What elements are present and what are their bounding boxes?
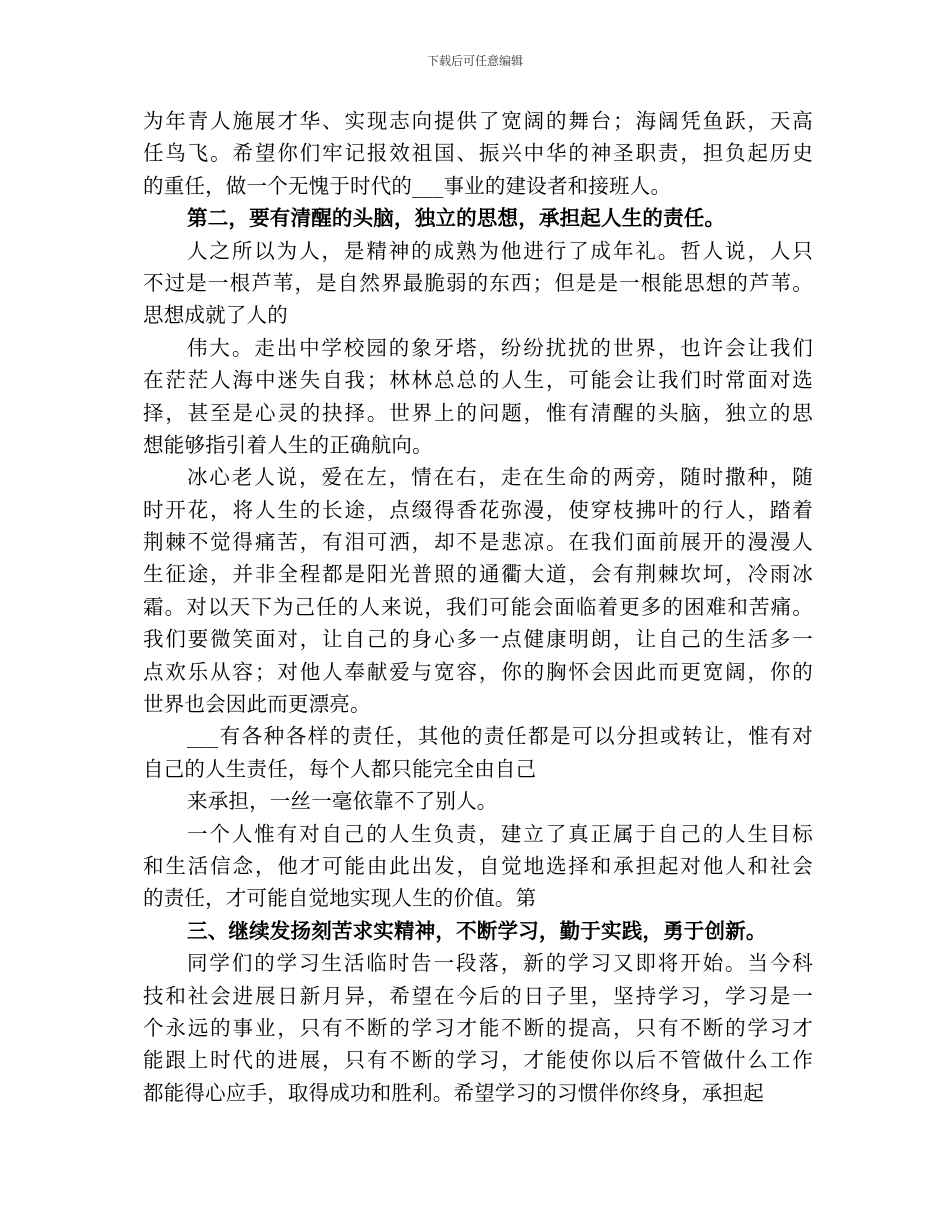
text-line: 第二，要有清醒的头脑，独立的思想，承担起人生的责任。: [187, 206, 726, 231]
text-line: 时开花，将人生的长途，点缀得香花弥漫，使穿枝拂叶的行人，踏着: [143, 497, 813, 522]
text-line: 为年青人施展才华、实现志向提供了宽阔的舞台；海阔凭鱼跃，天高: [143, 109, 813, 133]
text-line: 都能得心应手，取得成功和胜利。希望学习的习惯伴你终身，承担起: [143, 1080, 764, 1105]
body-paragraph: [143, 332, 813, 462]
body-paragraph: [143, 785, 813, 817]
section-heading: [143, 915, 813, 947]
text-line: 能跟上时代的进展，只有不断的学习，才能使你以后不管做什么工作: [143, 1048, 813, 1073]
text-line: 世界也会因此而更漂亮。: [143, 692, 371, 717]
section-heading: [143, 202, 813, 234]
text-line: 和生活信念，他才可能由此出发，自觉地选择和承担起对他人和社会: [143, 853, 813, 878]
text-line: 的责任，才可能自觉地实现人生的价值。第: [143, 886, 537, 911]
text-line: 我们要微笑面对，让自己的身心多一点健康明朗，让自己的生活多一: [143, 627, 813, 652]
text-line: 技和社会进展日新月异，希望在今后的日子里，坚持学习，学习是一: [143, 983, 813, 1008]
document-body: [143, 105, 813, 1109]
text-line: 择，甚至是心灵的抉择。世界上的问题，惟有清醒的头脑，独立的思: [143, 400, 813, 425]
text-line: 冰心老人说，爱在左，情在右，走在生命的两旁，随时撒种，随: [187, 465, 813, 490]
body-paragraph: [143, 461, 813, 720]
body-paragraph: [143, 947, 813, 1109]
text-line: 任鸟飞。希望你们牢记报效祖国、振兴中华的神圣职责，担负起历史: [143, 141, 813, 166]
text-line: 自己的人生责任，每个人都只能完全由自己: [143, 756, 537, 781]
text-line: 思想成就了人的: [143, 303, 288, 328]
text-line: 一个人惟有对自己的人生负责，建立了真正属于自己的人生目标: [187, 821, 813, 846]
text-line: 霜。对以天下为己任的人来说，我们可能会面临着更多的困难和苦痛。: [143, 594, 813, 619]
body-paragraph: [143, 105, 813, 202]
text-line: 伟大。走出中学校园的象牙塔，纷纷扰扰的世界，也许会让我们: [187, 335, 813, 360]
text-line: 在茫茫人海中迷失自我；林林总总的人生，可能会让我们时常面对选: [143, 368, 813, 393]
body-paragraph: [143, 720, 813, 785]
text-line: 个永远的事业，只有不断的学习才能不断的提高，只有不断的学习才: [143, 1015, 813, 1040]
text-line: 来承担，一丝一毫依靠不了别人。: [187, 789, 498, 814]
text-line: 的重任，做一个无愧于时代的___事业的建设者和接班人。: [143, 173, 672, 198]
body-paragraph: [143, 235, 813, 332]
text-line: 三、继续发扬刻苦求实精神，不断学习，勤于实践，勇于创新。: [187, 918, 767, 943]
text-line: 生征途，并非全程都是阳光普照的通衢大道，会有荆棘坎坷，冷雨冰: [143, 562, 813, 587]
text-line: 荆棘不觉得痛苦，有泪可洒，却不是悲凉。在我们面前展开的漫漫人: [143, 530, 813, 555]
body-paragraph: [143, 818, 813, 915]
text-line: 想能够指引着人生的正确航向。: [143, 432, 433, 457]
text-line: 不过是一根芦苇，是自然界最脆弱的东西；但是是一根能思想的芦苇。: [143, 270, 813, 295]
text-line: 同学们的学习生活临时告一段落，新的学习又即将开始。当今科: [187, 951, 813, 976]
text-line: 点欢乐从容；对他人奉献爱与宽容，你的胸怀会因此而更宽阔，你的: [143, 659, 813, 684]
page-header-note: 下载后可任意编辑: [426, 54, 523, 68]
text-line: ___有各种各样的责任，其他的责任都是可以分担或转让，惟有对: [187, 724, 813, 749]
text-line: 人之所以为人，是精神的成熟为他进行了成年礼。哲人说，人只: [187, 238, 813, 263]
